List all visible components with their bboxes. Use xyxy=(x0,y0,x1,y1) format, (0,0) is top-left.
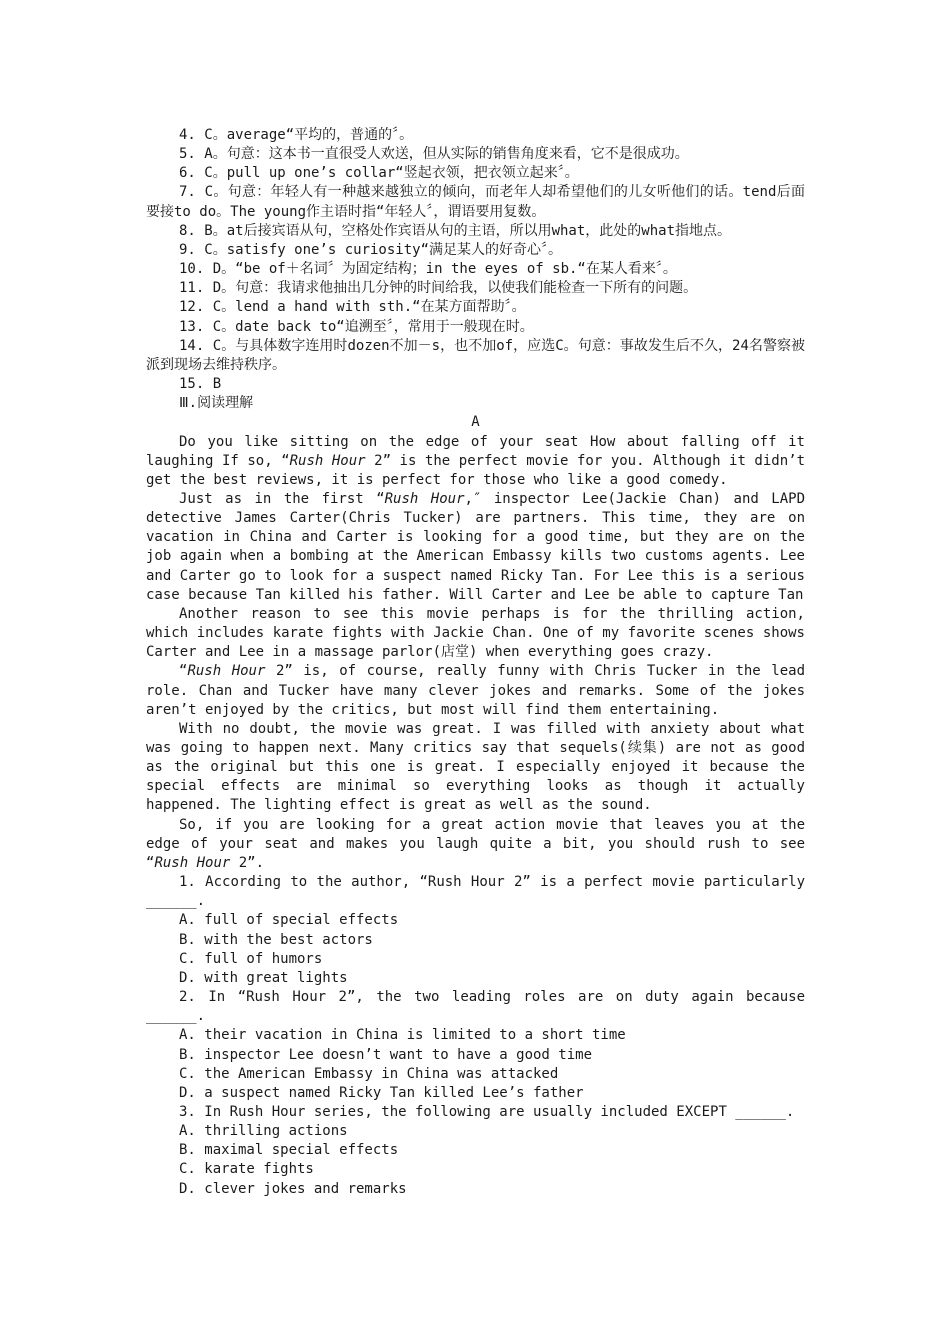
movie-title: Rush Hour xyxy=(154,854,231,871)
movie-title: Rush Hour xyxy=(384,490,465,507)
passage-paragraph: With no doubt, the movie was great. I was filled with anxiety about what was going to happen next. Many critics say that sequels(续集) are not as good as the original but this one is great. I especially enjoyed it because the special effects are minimal so everything looks as though it actually happened. The lighting effect is great as well as the sound. xyxy=(146,720,805,814)
answer-key xyxy=(146,126,805,394)
question xyxy=(146,988,805,1103)
passage-paragraph: “Rush Hour 2” is, of course, really funny with Chris Tucker in the lead role. Chan and Tucker have many clever jokes and remarks. Some of the jokes aren’t enjoyed by the critics, but most will find them entertaining. xyxy=(146,663,806,718)
question xyxy=(146,873,805,988)
answer-option: B. inspector Lee doesn’t want to have a good time xyxy=(179,1046,593,1063)
answer-item: 12. C。lend a hand with sth.“在某方面帮助〞。 xyxy=(179,299,526,316)
answer-item: 13. C。date back to“追溯至〞，常用于一般现在时。 xyxy=(179,318,534,335)
passage-paragraph: Another reason to see this movie perhaps is for the thrilling action, which includes karate fights with Jackie Chan. One of my favorite scenes shows Carter and Lee in a massage parlor(店堂) when everything goes crazy. xyxy=(146,605,805,661)
answer-option: D. clever jokes and remarks xyxy=(179,1180,407,1197)
answer-item: 15. B xyxy=(179,376,222,393)
document-page xyxy=(146,126,805,1199)
answer-option: A. thrilling actions xyxy=(179,1123,348,1140)
answer-option: B. with the best actors xyxy=(179,931,373,948)
answer-option: A. full of special effects xyxy=(179,912,399,929)
answer-option: A. their vacation in China is limited to a short time xyxy=(179,1027,626,1044)
question xyxy=(146,1103,805,1199)
answer-item: 4. C。average“平均的，普通的〞。 xyxy=(179,127,414,143)
passage-paragraph: Just as in the first “Rush Hour,″ inspector Lee(Jackie Chan) and LAPD detective James Carter(Chris Tucker) are partners. This time, they are on vacation in China and Carter is looking for a good time, but they are on the job again when a bombing at the American Embassy kills two customs agents. Lee and Carter go to look for a suspect named Ricky Tan. For Lee this is a serious case because Tan killed his father. Will Carter and Lee be able to capture Tan xyxy=(146,490,806,603)
movie-title: Rush Hour xyxy=(187,663,266,680)
answer-item: 7. C。句意：年轻人有一种越来越独立的倾向，而老年人却希望他们的儿女听他们的话。tend后面要接to do。The young作主语时指“年轻人〞，谓语要用复数。 xyxy=(146,184,805,220)
passage-paragraph: Do you like sitting on the edge of your seat How about falling off it laughing If so, “Rush Hour 2” is the perfect movie for you. Although it didn’t get the best reviews, it is perfect for those who like a good comedy. xyxy=(146,433,806,488)
question-list xyxy=(146,873,805,1199)
passage-paragraph: So, if you are looking for a great action movie that leaves you at the edge of your seat and makes you laugh quite a bit, you should rush to see “Rush Hour 2”. xyxy=(146,816,805,871)
answer-option: C. karate fights xyxy=(179,1161,314,1178)
answer-option: D. with great lights xyxy=(179,969,348,986)
answer-option: B. maximal special effects xyxy=(179,1142,399,1159)
question-stem: 2. In “Rush Hour 2”, the two leading roles are on duty again because ______. xyxy=(146,989,805,1025)
movie-title: Rush Hour xyxy=(289,452,366,469)
answer-item: 14. C。与具体数字连用时dozen不加－s，也不加of，应选C。句意：事故发生后不久，24名警察被派到现场去维持秩序。 xyxy=(146,337,805,373)
question-stem: 1. According to the author, “Rush Hour 2” is a perfect movie particularly ______. xyxy=(146,874,805,910)
answer-item: 5. A。句意：这本书一直很受人欢送，但从实际的销售角度来看，它不是很成功。 xyxy=(179,146,689,163)
answer-option: C. the American Embassy in China was attacked xyxy=(179,1065,559,1082)
answer-item: 10. D。“be of＋名词〞为固定结构；in the eyes of sb.“在某人看来〞。 xyxy=(179,261,677,278)
reading-passage xyxy=(146,413,805,873)
section-title: Ⅲ.阅读理解 xyxy=(179,395,254,412)
question-stem: 3. In Rush Hour series, the following are usually included EXCEPT ______. xyxy=(179,1103,795,1120)
answer-option: C. full of humors xyxy=(179,950,323,967)
answer-item: 6. C。pull up one’s collar“竖起衣领，把衣领立起来〞。 xyxy=(179,165,579,182)
passage-label: A xyxy=(471,414,480,431)
answer-item: 9. C。satisfy one’s curiosity“满足某人的好奇心〞。 xyxy=(179,241,563,258)
answer-option: D. a suspect named Ricky Tan killed Lee’s father xyxy=(179,1084,584,1101)
answer-item: 11. D。句意：我请求他抽出几分钟的时间给我，以使我们能检查一下所有的问题。 xyxy=(179,280,698,297)
answer-item: 8. B。at后接宾语从句，空格处作宾语从句的主语，所以用what，此处的what指地点。 xyxy=(179,222,732,239)
